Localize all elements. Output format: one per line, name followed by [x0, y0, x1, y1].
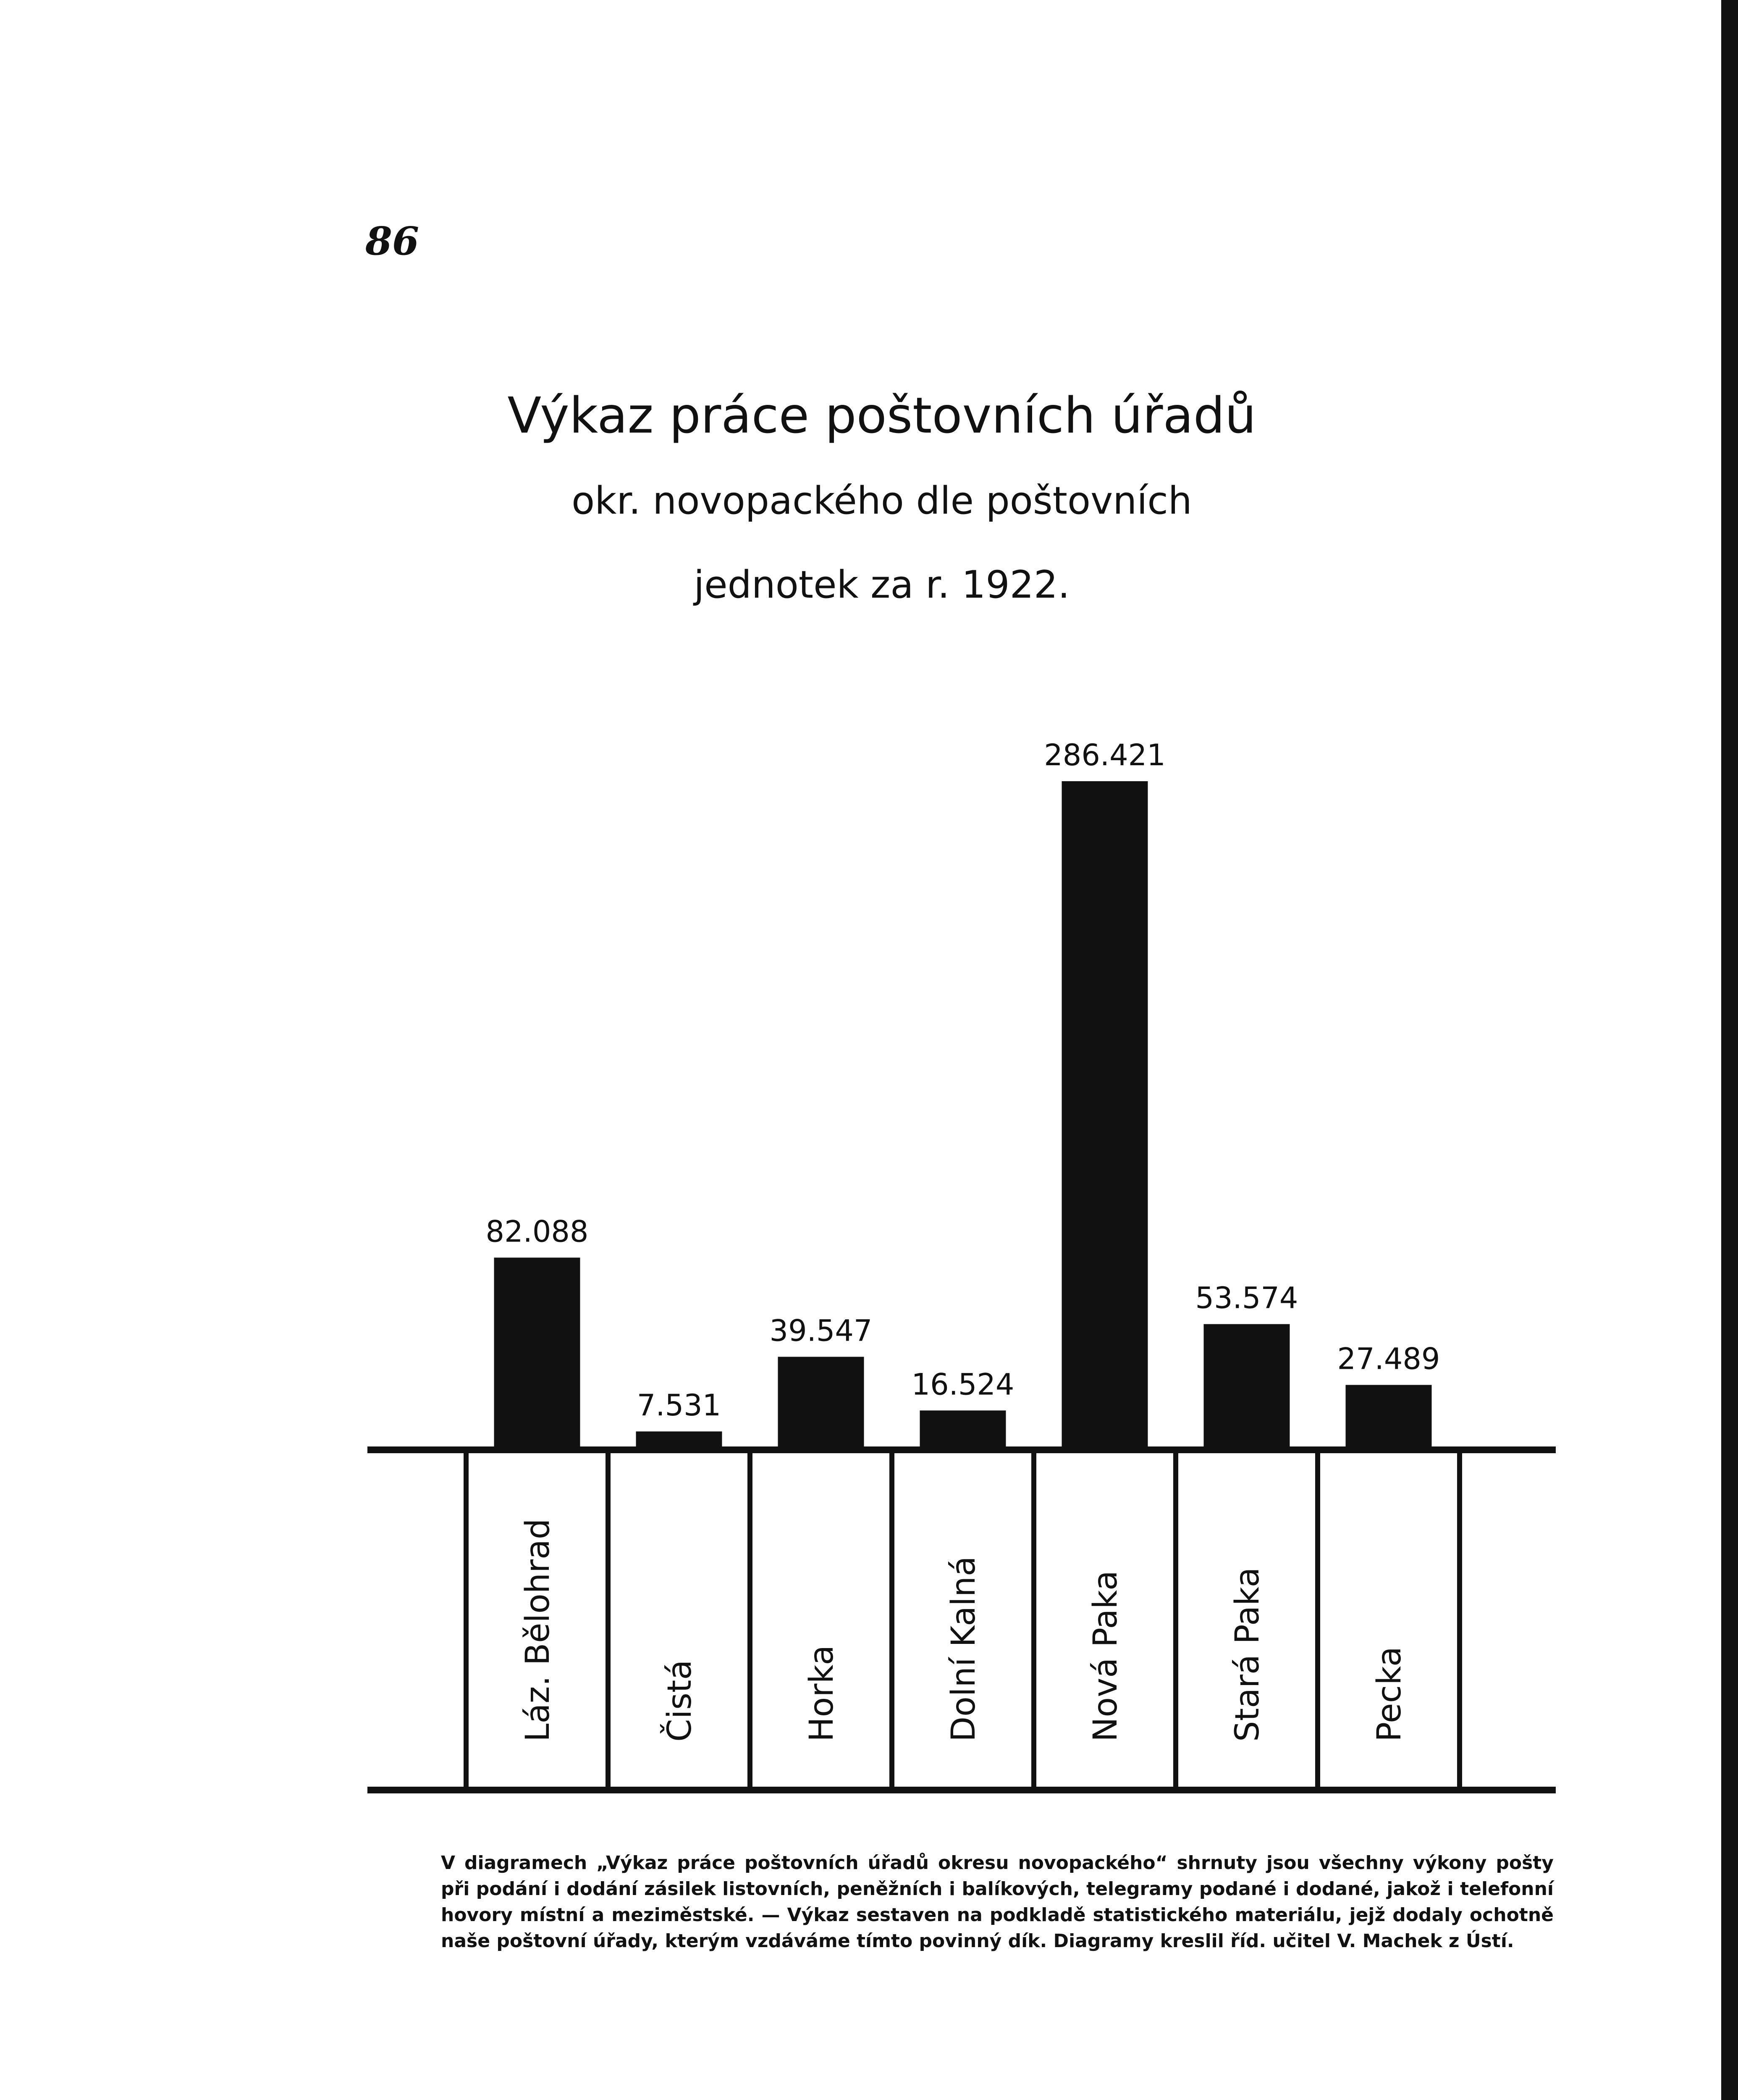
chart-subtitle-line2: jednotek za r. 1922. — [694, 563, 1070, 607]
bar — [920, 1410, 1006, 1449]
value-label: 16.524 — [911, 1367, 1014, 1402]
value-label: 82.088 — [485, 1214, 589, 1249]
bar — [636, 1431, 722, 1449]
category-label: Nová Paka — [1087, 1570, 1125, 1742]
category-label: Dolní Kalná — [945, 1556, 983, 1742]
category-label: Pecka — [1371, 1646, 1408, 1742]
category-label: Čistá — [661, 1659, 699, 1742]
caption: V diagramech „Výkaz práce poštovních úřadů okresu novopackého“ shrnuty jsou všechny výkony pošty při podání i dodání zásilek listovních, peněžních i balíkových, telegramy podané i dodané, jakož i telefonní hovory místní a meziměstské. — Výkaz sestaven na podkladě statistického materiálu, jejž dodaly ochotně naše poštovní úřady, kterým vzdáváme tímto povinný dík. Diagramy kreslil říd. učitel V. Machek z Ústí. — [441, 1852, 1554, 1952]
bar — [1346, 1385, 1432, 1449]
value-label: 27.489 — [1337, 1341, 1440, 1376]
value-label: 286.421 — [1044, 738, 1166, 772]
chart-title: Výkaz práce poštovních úřadů — [507, 386, 1256, 444]
category-label: Horka — [803, 1645, 841, 1742]
category-label: Stará Paka — [1229, 1567, 1266, 1742]
chart-subtitle-line1: okr. novopackého dle poštovních — [571, 479, 1192, 523]
category-label: Láz. Bělohrad — [519, 1518, 557, 1742]
page-number: 86 — [365, 218, 419, 264]
bar — [494, 1257, 580, 1449]
value-label: 53.574 — [1195, 1281, 1298, 1315]
bar — [1204, 1324, 1290, 1449]
bar — [778, 1357, 864, 1449]
value-label: 39.547 — [769, 1313, 873, 1348]
bar — [1062, 781, 1148, 1449]
value-label: 7.531 — [637, 1388, 721, 1423]
